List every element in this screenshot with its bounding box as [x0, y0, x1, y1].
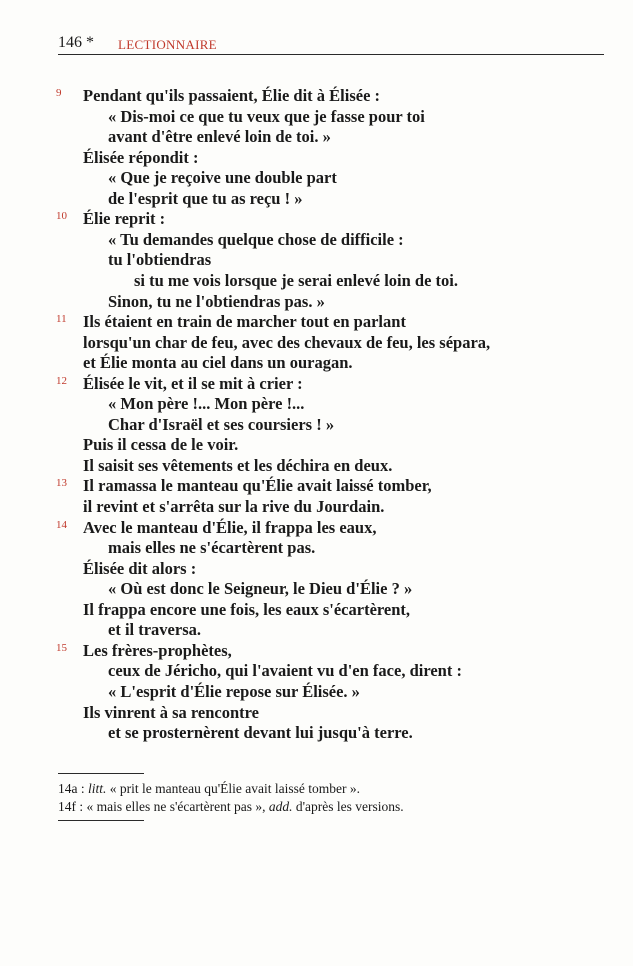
verse-line: Élisée dit alors :: [83, 558, 197, 578]
footnote-text: « prit le manteau qu'Élie avait laissé tomber ».: [109, 781, 360, 796]
verse-line: Il frappa encore une fois, les eaux s'écartèrent,: [83, 599, 411, 619]
verse-number: 10: [56, 210, 67, 223]
footnote-text: « mais elles ne s'écartèrent pas »,: [86, 799, 266, 814]
verse-line: « L'esprit d'Élie repose sur Élisée. »: [108, 681, 360, 701]
footnote-rule-top: [58, 773, 144, 774]
verse-line: Pendant qu'ils passaient, Élie dit à Élisée :: [83, 86, 381, 105]
verse-line: Avec le manteau d'Élie, il frappa les eaux,: [83, 517, 377, 537]
verse-number: 13: [56, 477, 67, 490]
verse-line: Puis il cessa de le voir.: [83, 435, 239, 455]
footnote-abbr: add.: [268, 799, 293, 814]
verse-line: Char d'Israël et ses coursiers ! »: [108, 414, 335, 434]
verse-line: Élisée répondit :: [83, 147, 199, 167]
section-title: LECTIONNAIRE: [118, 37, 217, 52]
verse-line: de l'esprit que tu as reçu ! »: [108, 188, 303, 208]
verse-number: 9: [56, 87, 62, 99]
page-number: 146 *: [58, 34, 94, 51]
verse-line: avant d'être enlevé loin de toi. »: [108, 127, 331, 147]
footnote-14a: [58, 781, 360, 797]
verse-line: « Mon père !... Mon père !...: [108, 394, 305, 414]
footnote-rule-bottom: [58, 820, 144, 821]
verse-line: ceux de Jéricho, qui l'avaient vu d'en face, dirent :: [108, 661, 462, 681]
verse-line: Sinon, tu ne l'obtiendras pas. »: [108, 291, 325, 311]
verse-number: 15: [56, 641, 67, 654]
page-header: [58, 34, 604, 55]
verse-number: 14: [56, 518, 67, 531]
footnote-ref: 14a :: [58, 781, 85, 796]
verse-line: « Où est donc le Seigneur, le Dieu d'Élie ? »: [108, 579, 413, 599]
verse-line: lorsqu'un char de feu, avec des chevaux de feu, les sépara,: [83, 332, 491, 352]
verse-number: 11: [56, 313, 67, 326]
verse-line: Il saisit ses vêtements et les déchira en deux.: [83, 455, 393, 475]
verse-line: et Élie monta au ciel dans un ouragan.: [83, 353, 353, 373]
verse-line: et se prosternèrent devant lui jusqu'à terre.: [108, 723, 413, 743]
verse-line: Élisée le vit, et il se mit à crier :: [83, 373, 303, 393]
verse-line: et il traversa.: [108, 620, 201, 640]
verse-line: Ils étaient en train de marcher tout en parlant: [83, 312, 406, 332]
verse-line: Élie reprit :: [83, 209, 166, 229]
verse-line: « Que je reçoive une double part: [108, 168, 337, 188]
verse-number: 12: [56, 374, 67, 387]
footnote-14f: [58, 799, 404, 815]
footnote-text-2: d'après les versions.: [295, 799, 404, 814]
verse-line: « Dis-moi ce que tu veux que je fasse pour toi: [108, 106, 425, 126]
verse-line: Les frères-prophètes,: [83, 640, 232, 660]
verse-line: il revint et s'arrêta sur la rive du Jourdain.: [83, 497, 385, 516]
verse-line: si tu me vois lorsque je serai enlevé loin de toi.: [134, 270, 459, 290]
verse-line: mais elles ne s'écartèrent pas.: [108, 538, 316, 558]
verse-line: Ils vinrent à sa rencontre: [83, 702, 259, 722]
verse-line: « Tu demandes quelque chose de difficile :: [108, 229, 404, 249]
verse-line: Il ramassa le manteau qu'Élie avait laissé tomber,: [83, 476, 432, 496]
verse-line: tu l'obtiendras: [108, 250, 212, 270]
footnote-ref: 14f :: [58, 799, 84, 814]
footnote-abbr: litt.: [88, 781, 107, 796]
